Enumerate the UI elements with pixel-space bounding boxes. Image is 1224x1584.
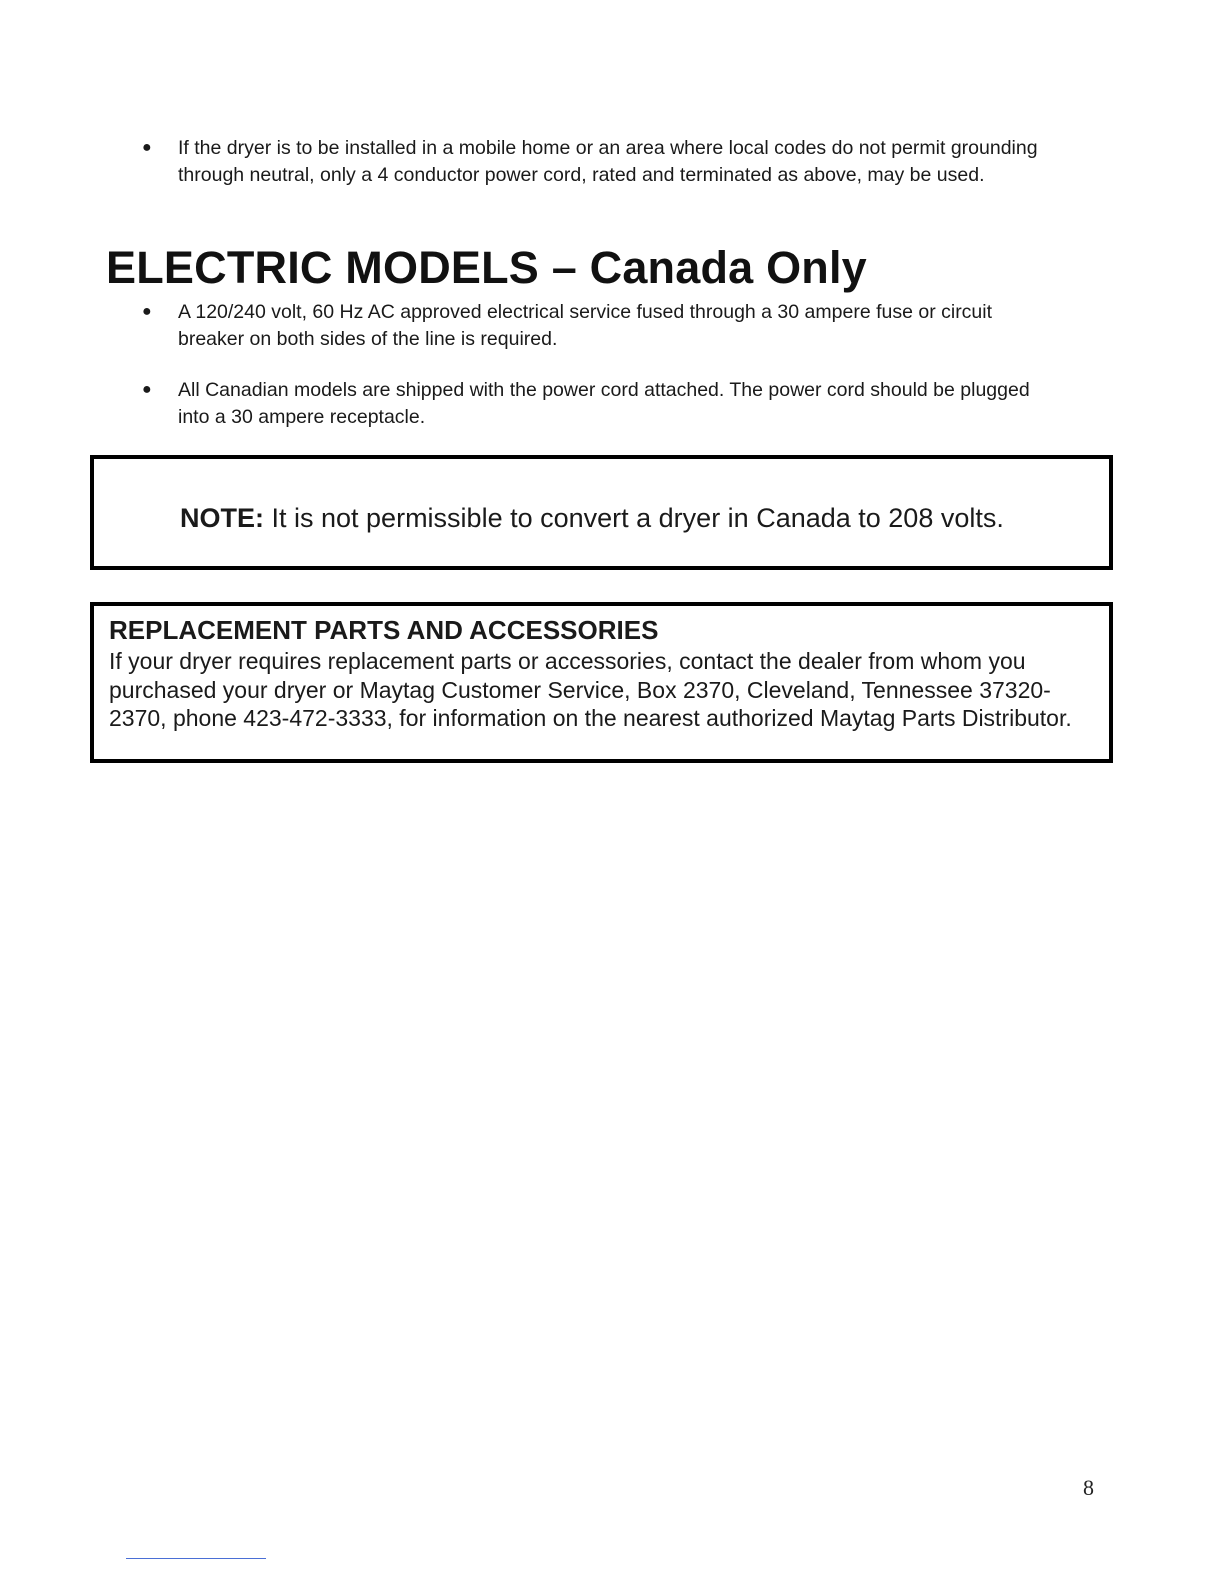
note-label: NOTE: [180, 503, 264, 533]
section-heading: ELECTRIC MODELS – Canada Only [106, 242, 867, 293]
bullet-text: All Canadian models are shipped with the power cord attached. The power cord should be plugged into a 30 ampere receptacle. [178, 379, 1030, 428]
bullet-text: If the dryer is to be installed in a mobile home or an area where local codes do not permit grounding through neutral, only a 4 conductor power cord, rated and terminated as above, may be used. [178, 137, 1038, 186]
bullet-text: A 120/240 volt, 60 Hz AC approved electrical service fused through a 30 ampere fuse or circuit breaker on both sides of the line is required. [178, 301, 993, 350]
list-item [140, 135, 1060, 188]
note-box [90, 455, 1113, 570]
list-item [140, 377, 1060, 430]
page-number: 8 [1083, 1475, 1094, 1500]
parts-body: If your dryer requires replacement parts or accessories, contact the dealer from whom you purchased your dryer or Maytag Customer Service, Box 2370, Cleveland, Tennessee 37320-2370, phone 423-472-3333, for information on the nearest authorized Maytag Parts Distributor. [109, 648, 1072, 731]
note-body: It is not permissible to convert a dryer in Canada to 208 volts. [264, 503, 1004, 533]
footnote-divider [126, 1558, 266, 1559]
bullet-icon: ● [142, 303, 152, 320]
mobile-home-bullet-list [140, 135, 1060, 213]
replacement-parts-box [90, 602, 1113, 763]
bullet-icon: ● [142, 139, 152, 156]
bullet-icon: ● [142, 381, 152, 398]
list-item [140, 299, 1060, 352]
canada-bullet-list [140, 299, 1060, 455]
parts-title: REPLACEMENT PARTS AND ACCESSORIES [109, 615, 659, 645]
note-text [180, 501, 1004, 535]
